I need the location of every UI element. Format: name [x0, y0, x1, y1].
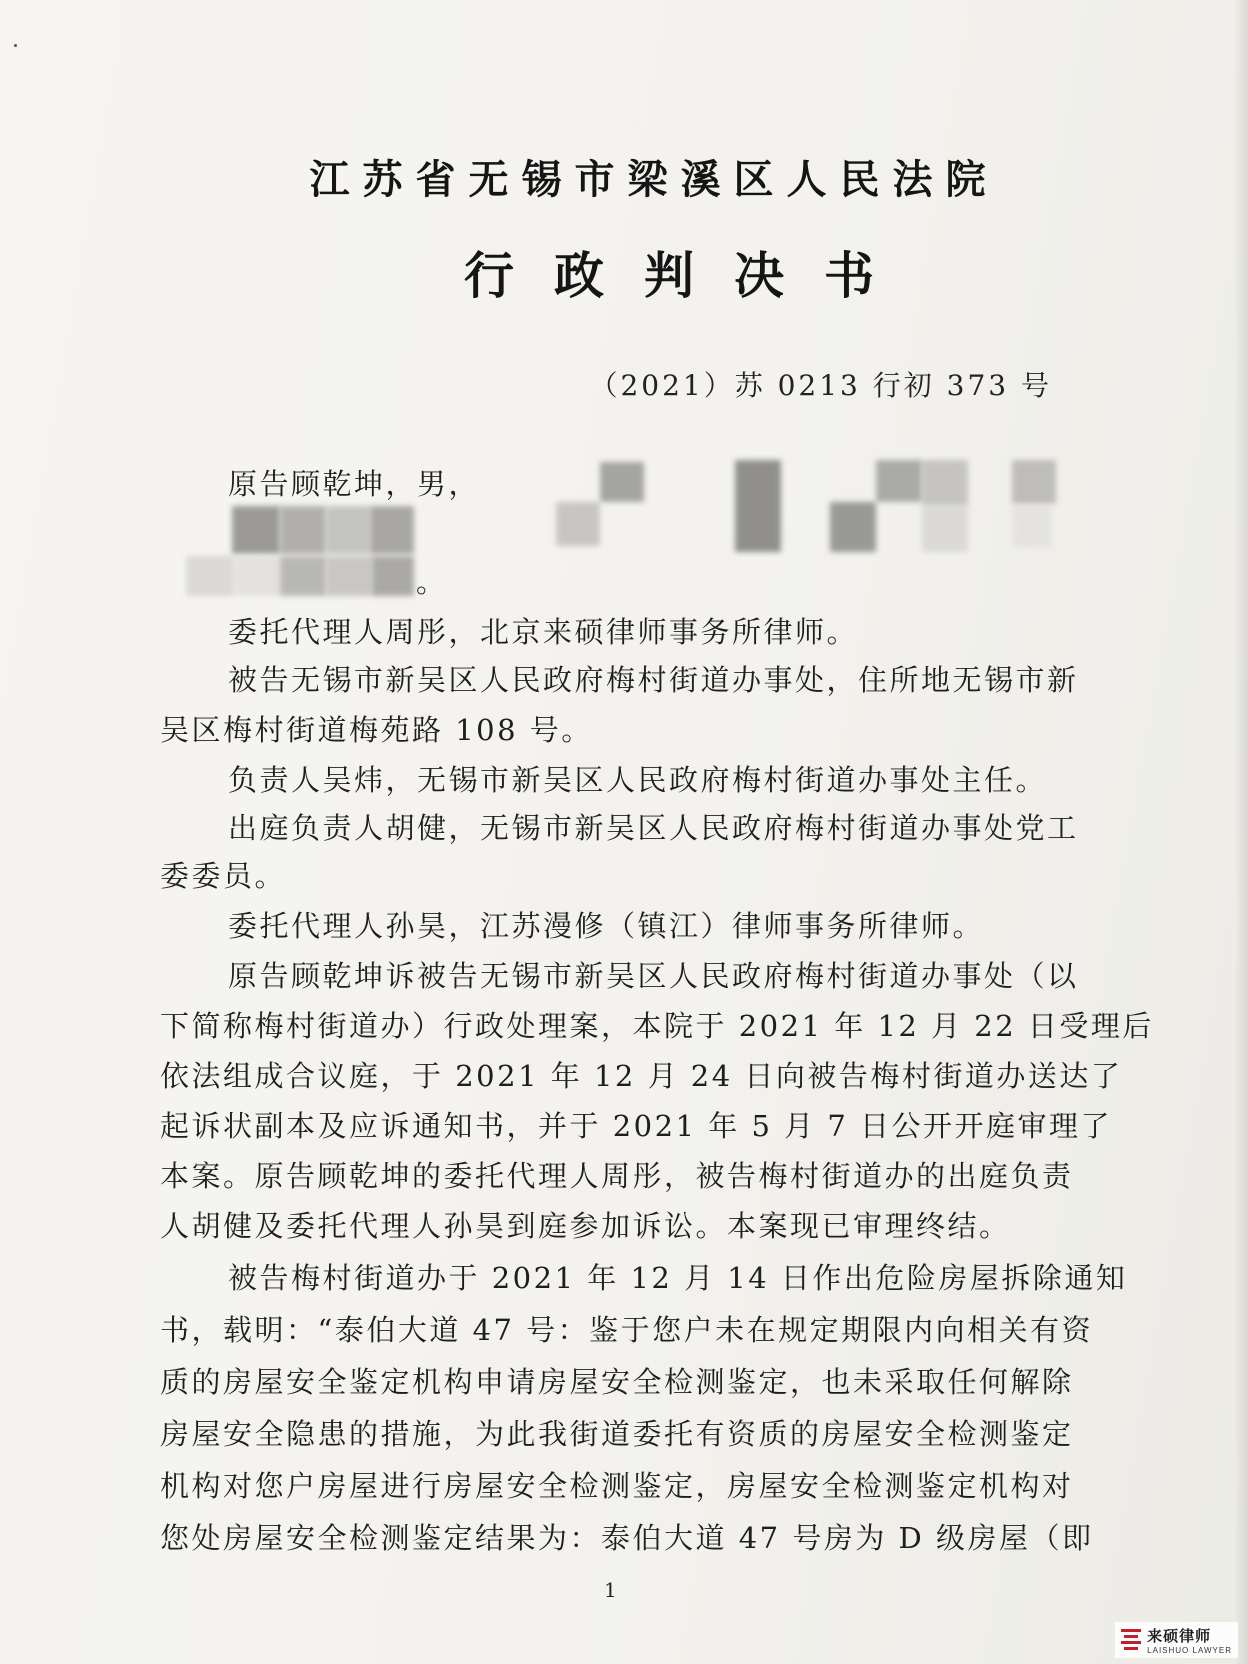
notice-para-line: 被告梅村街道办于 2021 年 12 月 14 日作出危险房屋拆除通知 — [228, 1261, 1128, 1295]
document-type-title: 行政判决书 — [464, 246, 914, 305]
watermark-en-text: LAISHUO LAWYER — [1147, 1646, 1232, 1655]
defendant-agent: 委托代理人孙昊，江苏漫修（镇江）律师事务所律师。 — [228, 909, 985, 943]
notice-para-line: 质的房屋安全鉴定机构申请房屋安全检测鉴定，也未采取任何解除 — [160, 1365, 1074, 1399]
notice-para-line: 机构对您户房屋进行房屋安全检测鉴定，房屋安全检测鉴定机构对 — [160, 1469, 1074, 1503]
plaintiff-intro: 原告顾乾坤，男， — [228, 467, 481, 501]
court-name: 江苏省无锡市梁溪区人民法院 — [309, 156, 999, 203]
notice-para-line: 书，载明：“泰伯大道 47 号：鉴于您户未在规定期限内向相关有资 — [160, 1313, 1094, 1347]
paper-speck — [14, 44, 17, 47]
notice-para-line: 您处房屋安全检测鉴定结果为：泰伯大道 47 号房为 D 级房屋（即 — [160, 1521, 1094, 1555]
case-para-line: 人胡健及委托代理人孙昊到庭参加诉讼。本案现已审理终结。 — [160, 1209, 1011, 1243]
defendant-line-2: 吴区梅村街道梅苑路 108 号。 — [160, 713, 593, 747]
watermark-logo — [1115, 1622, 1238, 1658]
court-rep-line-2: 委委员。 — [160, 859, 287, 893]
case-para-line: 原告顾乾坤诉被告无锡市新吴区人民政府梅村街道办事处（以 — [228, 959, 1079, 993]
case-para-line: 本案。原告顾乾坤的委托代理人周彤，被告梅村街道办的出庭负责 — [160, 1159, 1074, 1193]
case-number: （2021）苏 0213 行初 373 号 — [589, 369, 1052, 402]
page-number: 1 — [604, 1578, 617, 1602]
watermark-cn-text: 来硕律师 — [1147, 1627, 1212, 1645]
defendant-line-1: 被告无锡市新吴区人民政府梅村街道办事处，住所地无锡市新 — [228, 663, 1079, 697]
case-para-line: 起诉状副本及应诉通知书，并于 2021 年 5 月 7 日公开开庭审理了 — [160, 1109, 1113, 1143]
case-para-line: 依法组成合议庭，于 2021 年 12 月 24 日向被告梅村街道办送达了 — [160, 1059, 1123, 1093]
law-firm-logo-icon — [1121, 1628, 1141, 1652]
notice-para-line: 房屋安全隐患的措施，为此我街道委托有资质的房屋安全检测鉴定 — [160, 1417, 1074, 1451]
plaintiff-agent: 委托代理人周彤，北京来硕律师事务所律师。 — [228, 615, 859, 649]
court-rep-line-1: 出庭负责人胡健，无锡市新吴区人民政府梅村街道办事处党工 — [228, 811, 1079, 845]
case-para-line: 下简称梅村街道办）行政处理案，本院于 2021 年 12 月 22 日受理后 — [160, 1009, 1154, 1043]
plaintiff-end-mark: 。 — [416, 565, 448, 599]
defendant-head: 负责人吴炜，无锡市新吴区人民政府梅村街道办事处主任。 — [228, 763, 1048, 797]
